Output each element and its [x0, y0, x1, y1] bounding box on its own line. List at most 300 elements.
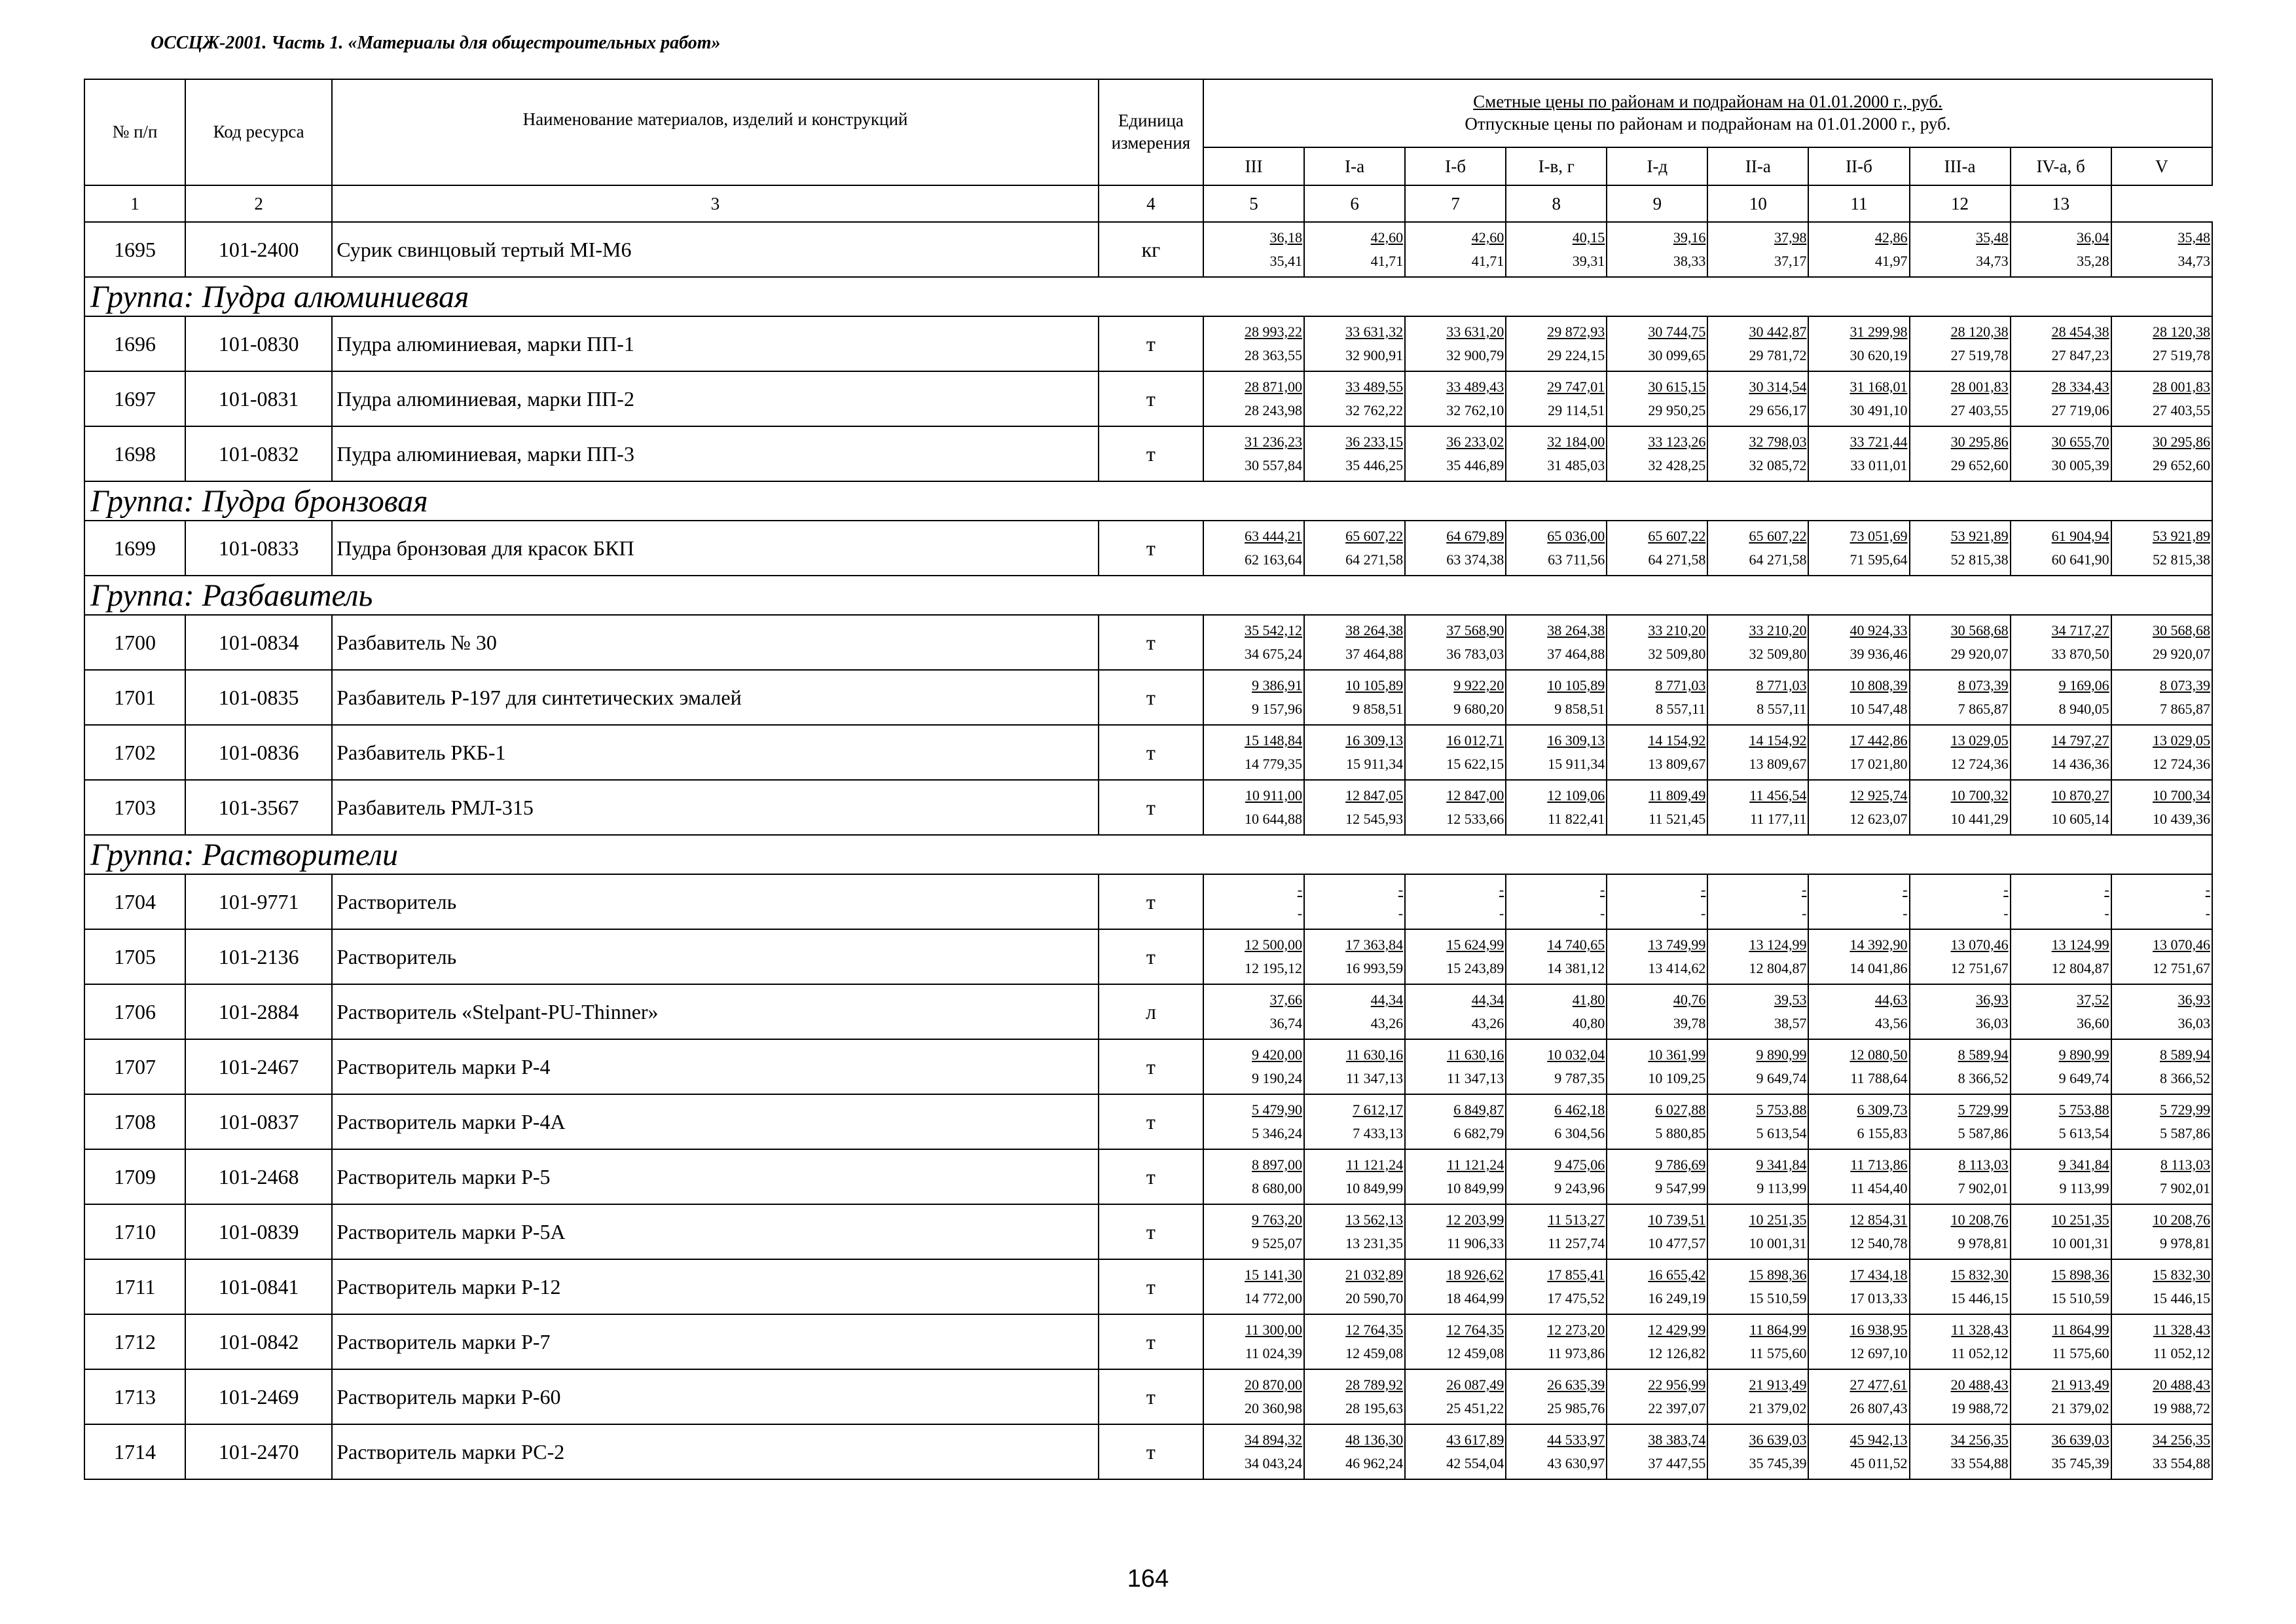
column-number: 8 [1506, 185, 1607, 222]
price-cell [1808, 1039, 1909, 1094]
price-cell [1808, 222, 1909, 277]
price-cell [2111, 1094, 2212, 1149]
group-header-row [84, 481, 2212, 521]
group-title: Группа: Растворители [84, 835, 2212, 874]
price-cell [1203, 1259, 1304, 1314]
unit-of-measure: т [1099, 615, 1203, 670]
estimate-price: 29 747,01 [1547, 378, 1605, 395]
material-name: Разбавитель Р-197 для синтетических эмалей [332, 670, 1099, 725]
price-cell [1910, 615, 2011, 670]
price-cell [1203, 426, 1304, 481]
price-cell [1707, 725, 1808, 780]
resource-code: 101-2467 [185, 1039, 332, 1094]
release-price: - [1802, 905, 1807, 921]
release-price: 11 973,86 [1548, 1345, 1605, 1361]
region-header: I-в, г [1506, 147, 1607, 185]
column-number: 7 [1405, 185, 1506, 222]
release-price: 60 641,90 [2051, 551, 2109, 568]
price-cell [1203, 1094, 1304, 1149]
release-price: 34,73 [1976, 253, 2009, 269]
row-number: 1713 [84, 1369, 185, 1424]
material-name: Растворитель марки Р-7 [332, 1314, 1099, 1369]
estimate-price: 36 233,02 [1446, 434, 1504, 450]
unit-of-measure: т [1099, 670, 1203, 725]
price-cell [1607, 1094, 1707, 1149]
resource-code: 101-2470 [185, 1424, 332, 1479]
estimate-price: 38 383,74 [1648, 1431, 1706, 1448]
material-name: Растворитель [332, 874, 1099, 929]
estimate-price: 11 300,00 [1245, 1321, 1303, 1338]
release-price: 11 575,60 [2052, 1345, 2109, 1361]
price-cell [1405, 1204, 1506, 1259]
release-price: 12 195,12 [1245, 960, 1303, 976]
estimate-price: 17 442,86 [1850, 732, 1908, 748]
release-price: 15 446,15 [1950, 1290, 2009, 1306]
price-cell [1304, 371, 1405, 426]
release-price: - [1701, 905, 1706, 921]
table-row [84, 1314, 2212, 1369]
column-number: 12 [1910, 185, 2011, 222]
price-cell [1707, 1204, 1808, 1259]
price-cell [1910, 725, 2011, 780]
release-price: 29 224,15 [1547, 347, 1605, 363]
release-price: 12 459,08 [1446, 1345, 1504, 1361]
estimate-price: 12 854,31 [1850, 1211, 1908, 1228]
estimate-price: 13 029,05 [1950, 732, 2009, 748]
release-price: 63 711,56 [1548, 551, 1605, 568]
release-price: 27 403,55 [1950, 402, 2009, 418]
price-cell [2111, 874, 2212, 929]
column-number-row [84, 185, 2212, 222]
release-price: 29 114,51 [1548, 402, 1605, 418]
price-cell [2011, 426, 2111, 481]
release-price: 33 870,50 [2051, 646, 2109, 662]
price-cell [1808, 725, 1909, 780]
resource-code: 101-0837 [185, 1094, 332, 1149]
release-price: 9 190,24 [1252, 1070, 1303, 1086]
estimate-price: 14 797,27 [2051, 732, 2109, 748]
release-price: 10 849,99 [1446, 1180, 1504, 1196]
group-header-row [84, 576, 2212, 615]
column-number: 13 [2011, 185, 2111, 222]
estimate-price: 43 617,89 [1446, 1431, 1504, 1448]
estimate-price: 42,86 [1875, 229, 1908, 246]
release-price: 37 464,88 [1547, 646, 1605, 662]
price-cell [1607, 780, 1707, 835]
row-number: 1703 [84, 780, 185, 835]
price-cell [1506, 222, 1607, 277]
release-price: 5 880,85 [1655, 1125, 1706, 1141]
resource-code: 101-0834 [185, 615, 332, 670]
estimate-price: 36,04 [2077, 229, 2109, 246]
estimate-price: 35,48 [2178, 229, 2210, 246]
release-price: 41,71 [1370, 253, 1404, 269]
price-cell [1506, 521, 1607, 576]
release-price: - [1499, 905, 1504, 921]
resource-code: 101-0830 [185, 316, 332, 371]
release-price: 41,97 [1875, 253, 1908, 269]
material-name: Растворитель марки Р-5 [332, 1149, 1099, 1204]
price-cell [1808, 521, 1909, 576]
price-cell [1304, 426, 1405, 481]
estimate-price: - [1701, 881, 1706, 898]
price-cell [1808, 1204, 1909, 1259]
release-price: 9 547,99 [1655, 1180, 1706, 1196]
table-row [84, 929, 2212, 984]
estimate-price: 5 753,88 [2058, 1101, 2109, 1118]
estimate-price: 10 808,39 [1850, 677, 1908, 693]
row-number: 1702 [84, 725, 185, 780]
price-cell [1203, 1314, 1304, 1369]
header-name: Наименование материалов, изделий и конструкций [332, 79, 1099, 185]
table-row [84, 1259, 2212, 1314]
estimate-price: 9 890,99 [2058, 1046, 2109, 1063]
estimate-price: 40,15 [1572, 229, 1605, 246]
release-price: 9 525,07 [1252, 1235, 1303, 1251]
estimate-price: 61 904,94 [2051, 528, 2109, 544]
price-cell [1405, 1149, 1506, 1204]
estimate-price: 33 489,55 [1345, 378, 1404, 395]
release-price: 28 243,98 [1245, 402, 1303, 418]
release-price: 43,56 [1875, 1015, 1908, 1031]
row-number: 1710 [84, 1204, 185, 1259]
price-cell [1506, 670, 1607, 725]
price-cell [2111, 426, 2212, 481]
price-cell [1607, 1369, 1707, 1424]
column-number: 2 [185, 185, 332, 222]
price-cell [1203, 371, 1304, 426]
release-price: 25 985,76 [1547, 1400, 1605, 1416]
price-cell [1506, 1149, 1607, 1204]
release-price: 5 587,86 [2160, 1125, 2210, 1141]
estimate-price: 37 568,90 [1446, 622, 1504, 638]
region-header: I-б [1405, 147, 1506, 185]
estimate-price: 12 429,99 [1648, 1321, 1706, 1338]
estimate-price: 36,93 [1976, 991, 2009, 1008]
release-price: 20 590,70 [1345, 1290, 1404, 1306]
estimate-price: 5 729,99 [1958, 1101, 2009, 1118]
release-price: 12 623,07 [1850, 811, 1908, 827]
price-cell [2111, 521, 2212, 576]
estimate-price: 9 786,69 [1655, 1156, 1706, 1173]
material-name: Растворитель «Stelpant-PU-Thinner» [332, 984, 1099, 1039]
release-price: 18 464,99 [1446, 1290, 1504, 1306]
release-price: 43 630,97 [1547, 1455, 1605, 1471]
estimate-price: 12 500,00 [1245, 936, 1303, 953]
estimate-price: 64 679,89 [1446, 528, 1504, 544]
estimate-price: - [1297, 881, 1303, 898]
release-price: 64 271,58 [1648, 551, 1706, 568]
release-price: 71 595,64 [1850, 551, 1908, 568]
estimate-price: 9 420,00 [1252, 1046, 1303, 1063]
price-cell [1304, 725, 1405, 780]
unit-of-measure: кг [1099, 222, 1203, 277]
price-cell [1707, 222, 1808, 277]
unit-of-measure: т [1099, 1204, 1203, 1259]
estimate-price: 11 630,16 [1345, 1046, 1404, 1063]
release-price: 41,71 [1471, 253, 1504, 269]
estimate-price: 10 361,99 [1648, 1046, 1706, 1063]
estimate-price: 21 913,49 [2051, 1376, 2109, 1393]
material-name: Растворитель марки Р-60 [332, 1369, 1099, 1424]
price-cell [2011, 929, 2111, 984]
price-cell [1910, 371, 2011, 426]
release-price: 32 509,80 [1648, 646, 1706, 662]
table-row [84, 1424, 2212, 1479]
row-number: 1696 [84, 316, 185, 371]
region-header: I-а [1304, 147, 1405, 185]
estimate-price: 15 898,36 [1749, 1266, 1807, 1283]
column-number: 5 [1203, 185, 1304, 222]
price-cell [2111, 222, 2212, 277]
estimate-price: 28 001,83 [2153, 378, 2210, 395]
estimate-price: 17 363,84 [1345, 936, 1404, 953]
release-price: - [2205, 905, 2210, 921]
estimate-price: 37,98 [1774, 229, 1807, 246]
estimate-price: 9 341,84 [2058, 1156, 2109, 1173]
release-price: 31 485,03 [1547, 457, 1605, 473]
release-price: 9 858,51 [1353, 701, 1404, 717]
release-price: 29 652,60 [2153, 457, 2210, 473]
release-price: 15 243,89 [1446, 960, 1504, 976]
resource-code: 101-9771 [185, 874, 332, 929]
release-price: 8 366,52 [1958, 1070, 2009, 1086]
column-number: 1 [84, 185, 185, 222]
release-price: 10 001,31 [1749, 1235, 1807, 1251]
resource-code: 101-2884 [185, 984, 332, 1039]
price-cell [1707, 316, 1808, 371]
estimate-price: 10 208,76 [1950, 1211, 2009, 1228]
price-cell [1304, 316, 1405, 371]
estimate-price: 30 295,86 [1950, 434, 2009, 450]
price-cell [2011, 222, 2111, 277]
table-row [84, 426, 2212, 481]
release-price: 21 379,02 [1749, 1400, 1807, 1416]
estimate-price: 28 871,00 [1245, 378, 1303, 395]
region-header: I-д [1607, 147, 1707, 185]
price-cell [1506, 1314, 1607, 1369]
price-cell [1808, 984, 1909, 1039]
row-number: 1698 [84, 426, 185, 481]
release-price: 35 446,25 [1345, 457, 1404, 473]
price-cell [1707, 371, 1808, 426]
release-price: - [2003, 905, 2009, 921]
row-number: 1695 [84, 222, 185, 277]
estimate-price: 36 639,03 [2051, 1431, 2109, 1448]
estimate-price: 29 872,93 [1547, 323, 1605, 340]
release-price: 15 911,34 [1548, 756, 1605, 772]
estimate-price: 33 631,20 [1446, 323, 1504, 340]
release-price: 27 847,23 [2051, 347, 2109, 363]
release-price: 27 519,78 [1950, 347, 2009, 363]
price-cell [1607, 929, 1707, 984]
material-name: Растворитель марки РС-2 [332, 1424, 1099, 1479]
resource-code: 101-0833 [185, 521, 332, 576]
region-header: III [1203, 147, 1304, 185]
release-price: 10 439,36 [2153, 811, 2210, 827]
price-cell [2111, 1149, 2212, 1204]
price-cell [1808, 1369, 1909, 1424]
release-price: 29 920,07 [2153, 646, 2210, 662]
release-price: 10 477,57 [1648, 1235, 1706, 1251]
release-price: 14 772,00 [1245, 1290, 1303, 1306]
release-price: 10 001,31 [2051, 1235, 2109, 1251]
estimate-price: 33 631,32 [1345, 323, 1404, 340]
unit-of-measure: т [1099, 725, 1203, 780]
price-cell [1607, 874, 1707, 929]
release-price: 34 675,24 [1245, 646, 1303, 662]
row-number: 1714 [84, 1424, 185, 1479]
release-price: 12 751,67 [2153, 960, 2210, 976]
release-price: 12 126,82 [1648, 1345, 1706, 1361]
header-no: № п/п [84, 79, 185, 185]
estimate-price: 33 210,20 [1648, 622, 1706, 638]
estimate-price: 31 236,23 [1245, 434, 1303, 450]
resource-code: 101-0832 [185, 426, 332, 481]
table-row [84, 670, 2212, 725]
release-price: 19 988,72 [1950, 1400, 2009, 1416]
estimate-price: 42,60 [1370, 229, 1404, 246]
estimate-price: 33 721,44 [1850, 434, 1908, 450]
price-cell [1203, 222, 1304, 277]
header-prices-release: Отпускные цены по районам и подрайонам на 01.01.2000 г., руб. [1465, 114, 1951, 134]
estimate-price: 10 251,35 [1749, 1211, 1807, 1228]
estimate-price: 11 630,16 [1447, 1046, 1504, 1063]
release-price: 8 366,52 [2160, 1070, 2210, 1086]
price-cell [1707, 1149, 1808, 1204]
estimate-price: 28 993,22 [1245, 323, 1303, 340]
price-cell [1910, 1149, 2011, 1204]
release-price: 5 587,86 [1958, 1125, 2009, 1141]
estimate-price: - [2205, 881, 2210, 898]
release-price: 12 540,78 [1850, 1235, 1908, 1251]
release-price: 17 475,52 [1547, 1290, 1605, 1306]
price-cell [1707, 521, 1808, 576]
price-cell [1910, 1039, 2011, 1094]
estimate-price: 11 328,43 [1951, 1321, 2009, 1338]
release-price: 32 428,25 [1648, 457, 1706, 473]
price-cell [1506, 1094, 1607, 1149]
estimate-price: 35,48 [1976, 229, 2009, 246]
price-cell [1304, 1259, 1405, 1314]
table-body [84, 222, 2212, 1479]
release-price: 39 936,46 [1850, 646, 1908, 662]
release-price: 5 613,54 [1756, 1125, 1807, 1141]
resource-code: 101-0841 [185, 1259, 332, 1314]
price-cell [1910, 780, 2011, 835]
estimate-price: 65 607,22 [1345, 528, 1404, 544]
release-price: 30 620,19 [1850, 347, 1908, 363]
price-cell [1808, 874, 1909, 929]
price-cell [2111, 371, 2212, 426]
release-price: 34 043,24 [1245, 1455, 1303, 1471]
table-row [84, 874, 2212, 929]
estimate-price: 9 386,91 [1252, 677, 1303, 693]
release-price: 11 521,45 [1649, 811, 1706, 827]
release-price: 34,73 [2178, 253, 2210, 269]
price-cell [2011, 874, 2111, 929]
price-cell [1707, 1314, 1808, 1369]
header-unit: Единица измерения [1099, 79, 1203, 185]
estimate-price: 15 141,30 [1245, 1266, 1303, 1283]
release-price: 14 381,12 [1547, 960, 1605, 976]
price-cell [1910, 222, 2011, 277]
release-price: 7 865,87 [1958, 701, 2009, 717]
price-cell [1203, 1424, 1304, 1479]
price-cell [1304, 1204, 1405, 1259]
price-cell [1405, 371, 1506, 426]
price-cell [2111, 615, 2212, 670]
estimate-price: 8 073,39 [1958, 677, 2009, 693]
price-cell [2111, 1259, 2212, 1314]
price-cell [1607, 1314, 1707, 1369]
price-cell [1203, 1204, 1304, 1259]
estimate-price: 17 855,41 [1547, 1266, 1605, 1283]
unit-of-measure: т [1099, 1039, 1203, 1094]
estimate-price: 15 832,30 [1950, 1266, 2009, 1283]
unit-of-measure: т [1099, 426, 1203, 481]
release-price: 6 304,56 [1554, 1125, 1605, 1141]
release-price: - [1903, 905, 1908, 921]
release-price: 12 459,08 [1345, 1345, 1404, 1361]
row-number: 1706 [84, 984, 185, 1039]
release-price: 33 554,88 [2153, 1455, 2210, 1471]
estimate-price: 28 789,92 [1345, 1376, 1404, 1393]
price-cell [1607, 316, 1707, 371]
estimate-price: 16 309,13 [1547, 732, 1605, 748]
estimate-price: 48 136,30 [1345, 1431, 1404, 1448]
price-cell [1910, 1369, 2011, 1424]
estimate-price: 9 763,20 [1252, 1211, 1303, 1228]
price-cell [1304, 615, 1405, 670]
material-name: Разбавитель № 30 [332, 615, 1099, 670]
unit-of-measure: т [1099, 1094, 1203, 1149]
price-cell [1405, 1259, 1506, 1314]
release-price: 10 109,25 [1648, 1070, 1706, 1086]
price-cell [1506, 316, 1607, 371]
price-cell [2011, 984, 2111, 1039]
estimate-price: 8 589,94 [1958, 1046, 2009, 1063]
price-cell [1405, 316, 1506, 371]
estimate-price: 10 870,27 [2051, 787, 2109, 803]
release-price: 35 745,39 [1749, 1455, 1807, 1471]
estimate-price: 27 477,61 [1850, 1376, 1908, 1393]
price-cell [2111, 1424, 2212, 1479]
table-row [84, 1204, 2212, 1259]
table-row [84, 984, 2212, 1039]
estimate-price: 18 926,62 [1446, 1266, 1504, 1283]
release-price: 43,26 [1370, 1015, 1404, 1031]
release-price: 64 271,58 [1749, 551, 1807, 568]
price-cell [1910, 1259, 2011, 1314]
unit-of-measure: т [1099, 874, 1203, 929]
estimate-price: 14 392,90 [1850, 936, 1908, 953]
price-cell [1910, 670, 2011, 725]
release-price: 8 557,11 [1656, 701, 1706, 717]
material-name: Пудра бронзовая для красок БКП [332, 521, 1099, 576]
estimate-price: - [1499, 881, 1504, 898]
price-cell [1607, 1259, 1707, 1314]
region-header: II-а [1707, 147, 1808, 185]
price-cell [1607, 371, 1707, 426]
estimate-price: - [1802, 881, 1807, 898]
estimate-price: 37,52 [2077, 991, 2109, 1008]
release-price: 27 719,06 [2051, 402, 2109, 418]
estimate-price: 42,60 [1471, 229, 1504, 246]
estimate-price: 15 898,36 [2051, 1266, 2109, 1283]
release-price: 20 360,98 [1245, 1400, 1303, 1416]
estimate-price: 36,18 [1269, 229, 1303, 246]
